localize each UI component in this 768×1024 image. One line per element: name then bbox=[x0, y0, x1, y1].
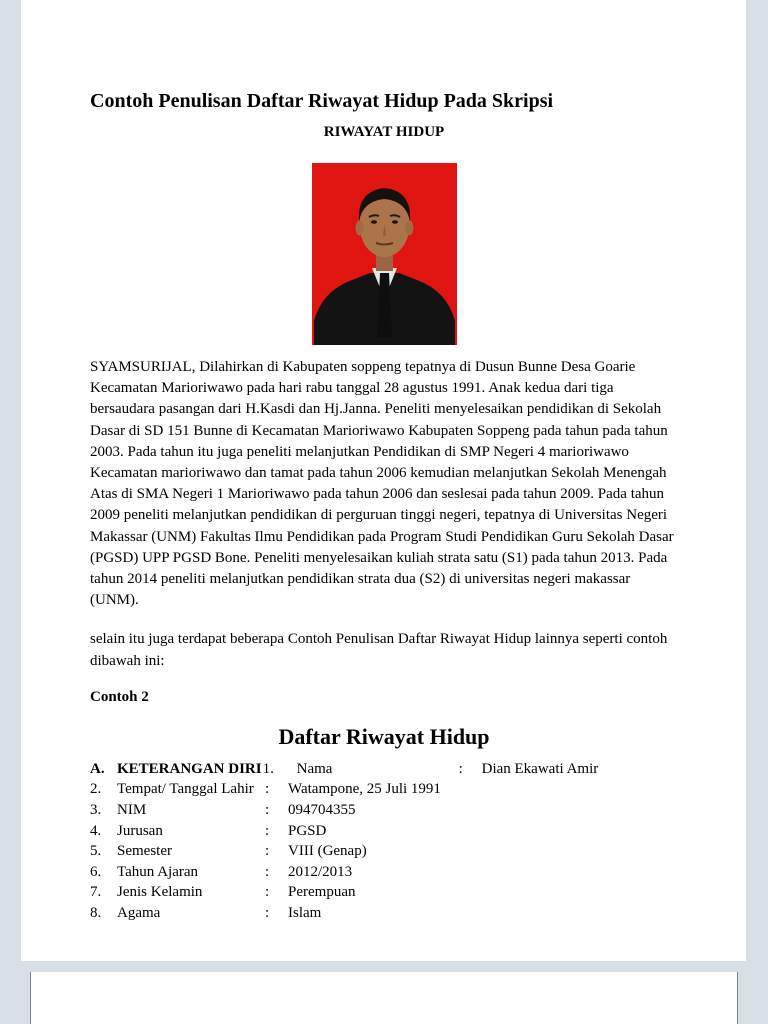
item-number: 1. bbox=[262, 760, 274, 777]
item-colon: : bbox=[265, 884, 270, 901]
item-label: Agama bbox=[117, 905, 161, 921]
cv-row-tahun-ajaran bbox=[90, 862, 678, 883]
document-page bbox=[21, 0, 746, 961]
item-value: Watampone, 25 Juli 1991 bbox=[288, 781, 441, 798]
section-letter: A. bbox=[90, 760, 105, 777]
item-number: 6. bbox=[90, 863, 102, 880]
note-paragraph: selain itu juga terdapat beberapa Contoh Penulisan Daftar Riwayat Hidup lainnya seperti contoh dibawah ini: bbox=[90, 631, 668, 669]
item-number: 4. bbox=[90, 822, 102, 839]
cv-heading: Daftar Riwayat Hidup bbox=[278, 723, 490, 749]
portrait-photo bbox=[312, 163, 457, 345]
next-page-edge bbox=[30, 972, 738, 1024]
item-value: PGSD bbox=[288, 822, 327, 839]
document-title: Contoh Penulisan Daftar Riwayat Hidup Pada Skripsi bbox=[90, 90, 554, 112]
cv-list bbox=[90, 759, 678, 924]
page-content bbox=[21, 0, 746, 924]
item-value: Dian Ekawati Amir bbox=[481, 760, 599, 777]
cv-row-tempat-tanggal-lahir bbox=[90, 779, 678, 800]
section-title: KETERANGAN DIRI bbox=[117, 760, 262, 777]
item-value: 094704355 bbox=[288, 802, 356, 819]
cv-row-jurusan bbox=[90, 821, 678, 842]
cv-row-keterangan-diri-nama bbox=[90, 759, 678, 780]
item-colon: : bbox=[265, 905, 270, 921]
item-colon: : bbox=[265, 781, 270, 798]
item-value: Islam bbox=[288, 905, 322, 921]
item-colon: : bbox=[265, 802, 270, 819]
right-eye bbox=[392, 220, 398, 224]
item-colon: : bbox=[265, 822, 270, 839]
contoh-label: Contoh 2 bbox=[90, 688, 149, 705]
item-number: 5. bbox=[90, 843, 102, 860]
item-label: Tahun Ajaran bbox=[117, 863, 199, 880]
cv-row-semester bbox=[90, 841, 678, 862]
item-colon: : bbox=[265, 863, 270, 880]
item-label: Jurusan bbox=[117, 822, 163, 839]
cv-subtitle: RIWAYAT HIDUP bbox=[323, 124, 445, 140]
item-label: NIM bbox=[117, 802, 147, 819]
biography-paragraph: SYAMSURIJAL, Dilahirkan di Kabupaten soppeng tepatnya di Dusun Bunne Desa Goarie Kecamatan Marioriwawo pada hari rabu tanggal 28 agustus 1991. Anak kedua dari tiga bersaudara pasangan dari H.Kasdi dan Hj.Janna. Peneliti menyelesaikan pendidikan di Sekolah Dasar di SD 151 Bunne di Kecamatan Marioriwawo Kabupaten Soppeng pada tahun pada tahun 2003. Pada tahun itu juga peneliti melanjutkan Pendidikan di SMP Negeri 4 marioriwawo Kecamatan marioriwawo dan tamat pada tahun 2006 kemudian melanjutkan Sekolah Menengah Atas di SMA Negeri 1 Marioriwawo pada tahun 2006 dan seslesai pada tahun 2009. Pada tahun 2009 peneliti melanjutkan pendidikan di perguruan tinggi negeri, tepatnya di Universitas Negeri Makassar (UNM) Fakultas Ilmu Pendidikan pada Program Studi Pendidikan Guru Sekolah Dasar (PGSD) UPP PGSD Bone. Peneliti menyelesaikan kuliah strata satu (S1) pada tahun 2013. Pada tahun 2014 peneliti melanjutkan pendidikan strata dua (S2) di universitas negeri makassar (UNM). bbox=[90, 359, 674, 609]
left-ear bbox=[355, 221, 363, 236]
item-number: 3. bbox=[90, 802, 102, 819]
item-colon: : bbox=[265, 843, 270, 860]
item-number: 8. bbox=[90, 905, 102, 921]
item-number: 2. bbox=[90, 781, 102, 798]
item-value: VIII (Genap) bbox=[288, 843, 367, 860]
cv-row-jenis-kelamin bbox=[90, 882, 678, 903]
cv-row-agama bbox=[90, 903, 678, 924]
item-number: 7. bbox=[90, 884, 102, 901]
left-eye bbox=[371, 220, 377, 224]
item-value: 2012/2013 bbox=[288, 863, 353, 880]
right-ear bbox=[405, 221, 413, 236]
cv-row-nim bbox=[90, 800, 678, 821]
item-label: Nama bbox=[296, 760, 333, 777]
item-label: Jenis Kelamin bbox=[117, 884, 203, 901]
item-label: Semester bbox=[117, 843, 172, 860]
item-value: Perempuan bbox=[288, 884, 356, 901]
item-colon: : bbox=[458, 760, 463, 777]
item-label: Tempat/ Tanggal Lahir bbox=[117, 781, 254, 798]
